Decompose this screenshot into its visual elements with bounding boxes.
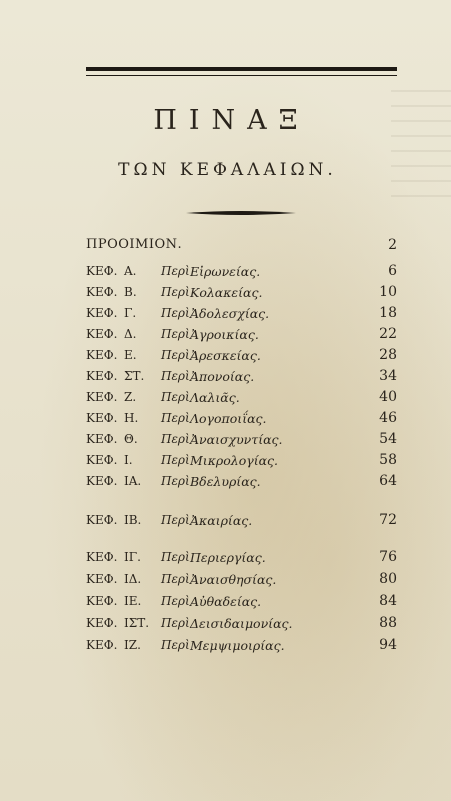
chapter-abbrev: ΚΕΦ. [86,594,118,608]
toc-row [86,453,397,471]
toc-row [86,616,397,634]
chapter-abbrev: ΚΕΦ. [86,348,118,362]
toc-row [86,572,397,590]
page-number: 22 [379,326,397,342]
chapter-topic: Αὐθαδείας. [190,594,262,609]
peri-word: Περὶ [161,369,190,383]
page-number: 84 [379,593,397,609]
chapter-abbrev: ΚΕΦ. [86,306,118,320]
chapter-number: ΙΓ. [124,550,141,564]
page-number: 76 [379,549,397,565]
chapter-topic: Ἀναισχυντίας. [190,432,283,447]
page-number: 28 [379,347,397,363]
chapter-number: Γ. [124,306,137,320]
toc-row [86,594,397,612]
chapter-abbrev: ΚΕΦ. [86,453,118,467]
toc-row [86,432,397,450]
prooimion-label: ΠΡΟΟΙΜΙΟΝ. [86,237,183,252]
toc-row [86,638,397,656]
chapter-abbrev: ΚΕΦ. [86,264,118,278]
peri-word: Περὶ [161,572,190,586]
chapter-abbrev: ΚΕΦ. [86,550,118,564]
chapter-number: ΙΖ. [124,638,141,652]
peri-word: Περὶ [161,432,190,446]
chapter-number: ΙΔ. [124,572,142,586]
toc-row [86,306,397,324]
peri-word: Περὶ [161,327,190,341]
peri-word: Περὶ [161,638,190,652]
chapter-abbrev: ΚΕΦ. [86,390,118,404]
page-number: 64 [379,473,397,489]
chapter-number: Η. [124,411,139,425]
header-rule-thin [86,75,397,76]
chapter-number: Ι. [124,453,133,467]
chapter-abbrev: ΚΕΦ. [86,369,118,383]
chapter-abbrev: ΚΕΦ. [86,513,118,527]
chapter-topic: Κολακείας. [190,285,263,300]
chapter-topic: Ἀδολεσχίας. [190,306,270,321]
page-number: 18 [379,305,397,321]
chapter-topic: Εἰρωνείας. [190,264,261,279]
page-subtitle: ΤΩΝ ΚΕΦΑΛΑΙΩΝ. [118,160,337,180]
chapter-topic: Ἀπονοίας. [190,369,255,384]
page-number: 6 [388,263,397,279]
page-number: 94 [379,637,397,653]
peri-word: Περὶ [161,306,190,320]
toc-row [86,390,397,408]
page-number: 10 [379,284,397,300]
chapter-topic: Μεμψιμοιρίας. [190,638,285,653]
page-number: 54 [379,431,397,447]
chapter-number: Ζ. [124,390,137,404]
peri-word: Περὶ [161,453,190,467]
chapter-topic: Ἀγροικίας. [190,327,259,342]
peri-word: Περὶ [161,550,190,564]
chapter-abbrev: ΚΕΦ. [86,638,118,652]
chapter-number: ΙΣΤ. [124,616,150,630]
chapter-topic: Ἀκαιρίας. [190,513,253,528]
prooimion-page: 2 [388,237,397,253]
page-number: 80 [379,571,397,587]
toc-row [86,513,397,531]
chapter-topic: Δεισιδαιμονίας. [190,616,293,631]
page-number: 88 [379,615,397,631]
peri-word: Περὶ [161,348,190,362]
peri-word: Περὶ [161,513,190,527]
chapter-topic: Ἀρεσκείας. [190,348,261,363]
chapter-number: ΙΑ. [124,474,142,488]
toc-row [86,474,397,492]
chapter-abbrev: ΚΕΦ. [86,285,118,299]
chapter-abbrev: ΚΕΦ. [86,474,118,488]
chapter-number: Θ. [124,432,138,446]
peri-word: Περὶ [161,616,190,630]
peri-word: Περὶ [161,594,190,608]
page-number: 46 [379,410,397,426]
toc-row [86,285,397,303]
peri-word: Περὶ [161,474,190,488]
peri-word: Περὶ [161,285,190,299]
page-number: 72 [379,512,397,528]
chapter-abbrev: ΚΕΦ. [86,411,118,425]
toc-row [86,264,397,282]
chapter-abbrev: ΚΕΦ. [86,327,118,341]
chapter-number: ΙΒ. [124,513,142,527]
chapter-number: Δ. [124,327,137,341]
chapter-number: Α. [124,264,137,278]
page-number: 58 [379,452,397,468]
chapter-topic: Περιεργίας. [190,550,266,565]
chapter-abbrev: ΚΕΦ. [86,616,118,630]
ornament-rule [186,210,296,216]
chapter-topic: Μικρολογίας. [190,453,279,468]
chapter-topic: Λαλιᾶς. [190,390,240,405]
chapter-topic: Βδελυρίας. [190,474,261,489]
chapter-abbrev: ΚΕΦ. [86,432,118,446]
chapter-number: ΣΤ. [124,369,145,383]
toc-row [86,411,397,429]
page-number: 40 [379,389,397,405]
toc-row [86,369,397,387]
toc-row [86,327,397,345]
chapter-abbrev: ΚΕΦ. [86,572,118,586]
chapter-number: Ε. [124,348,137,362]
page-title: ΠΙΝΑΞ [153,105,310,136]
toc-row [86,550,397,568]
peri-word: Περὶ [161,390,190,404]
toc-row [86,348,397,366]
page-number: 34 [379,368,397,384]
chapter-number: ΙΕ. [124,594,142,608]
chapter-topic: Λογοποιΐας. [190,411,267,426]
peri-word: Περὶ [161,411,190,425]
chapter-topic: Ἀναισθησίας. [190,572,277,587]
peri-word: Περὶ [161,264,190,278]
chapter-number: Β. [124,285,137,299]
header-rule-thick [86,67,397,71]
prooimion-entry [86,237,397,255]
